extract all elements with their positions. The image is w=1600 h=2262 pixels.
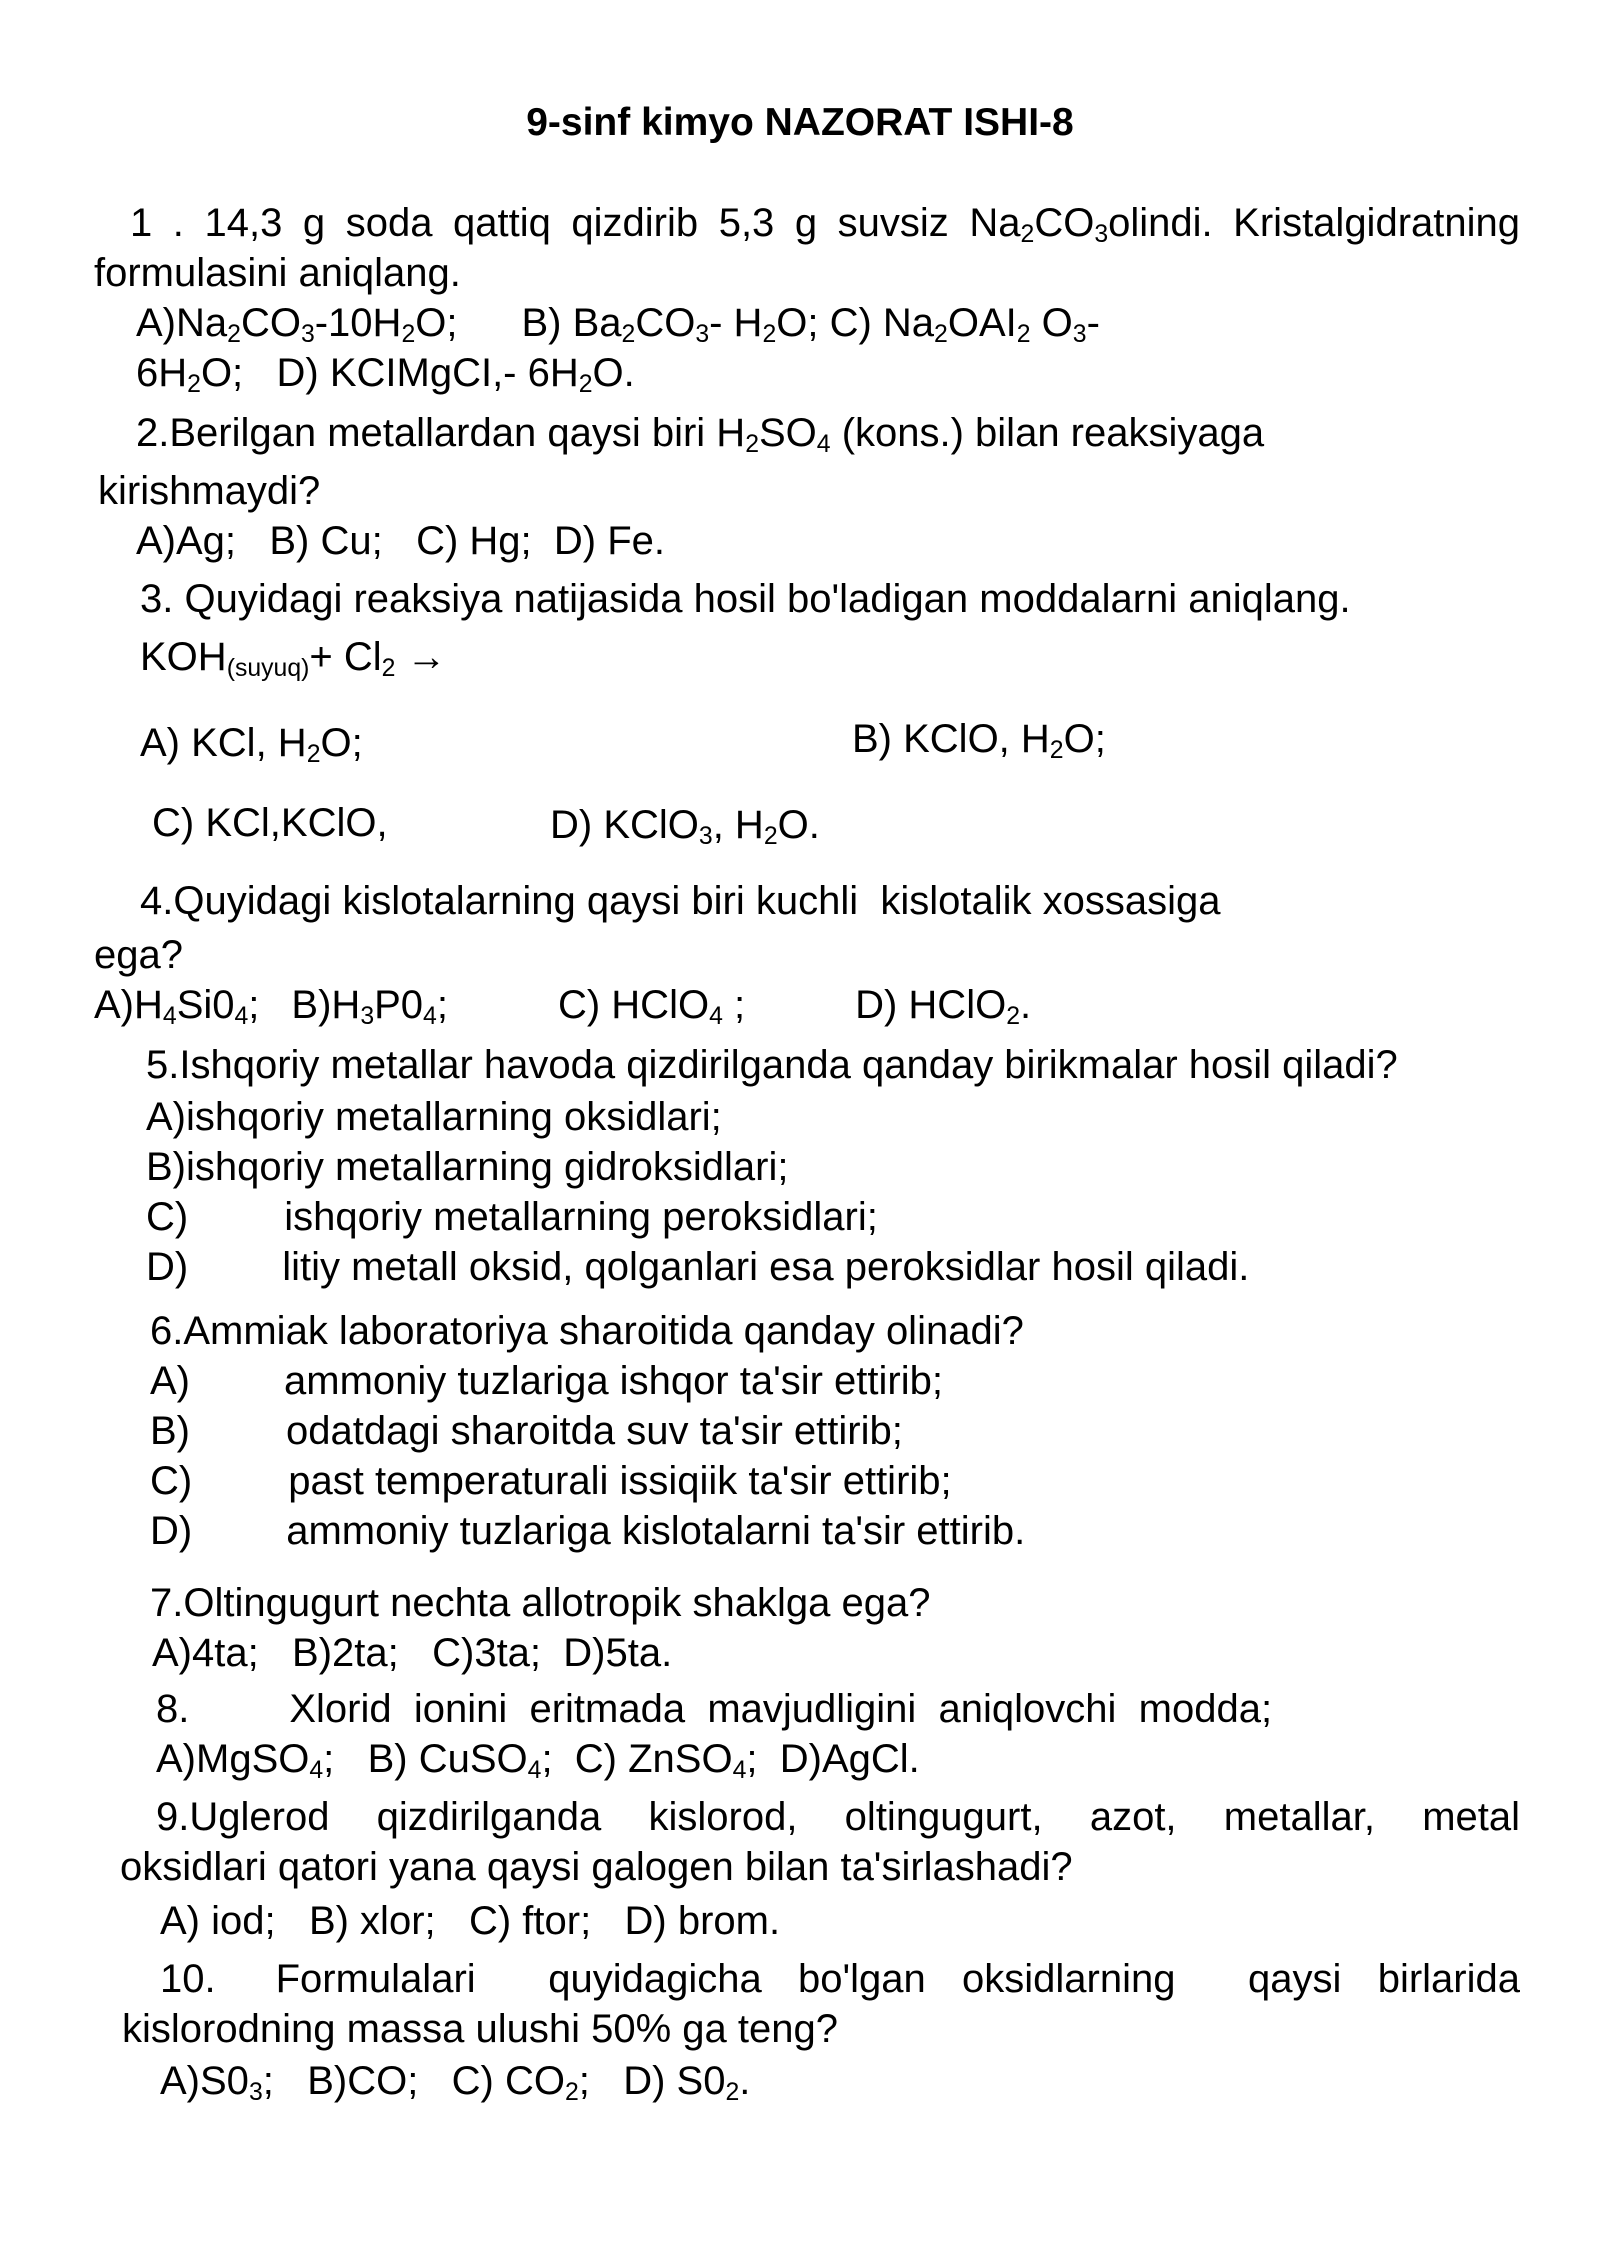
question-8-options: A)MgSO$_4$; B) CuSO$_4$; C) ZnSO$_4$; D)AgCl. — [156, 1737, 920, 1785]
question-2-options: A)Ag; B) Cu; C) Hg; D) Fe. — [136, 519, 665, 563]
question-5-text: 5.Ishqoriy metallar havoda qizdirilganda qanday birikmalar hosil qiladi? — [146, 1043, 1398, 1087]
question-2-text-cont: kirishmaydi? — [98, 469, 321, 513]
question-3-option-a: A) KCl, $H_2O$; — [140, 721, 363, 769]
question-5-option-c: C) ishqoriy metallarning peroksidlari; — [146, 1195, 878, 1239]
question-6-option-c: C) past temperaturali issiqiik ta'sir ettirib; — [150, 1459, 952, 1503]
question-7-options: A)4ta; B)2ta; C)3ta; D)5ta. — [152, 1631, 673, 1675]
question-2-text: 2.Berilgan metallardan qaysi biri $H_2SO_4$ (kons.) bilan reaksiyaga — [136, 411, 1265, 459]
question-1-options: $A)Na_2CO_3-10H_2O$; B) $Ba_2CO_3-$ $H_2O$; C) $Na_2OAI_2$ $O_3-$ — [136, 301, 1100, 349]
question-1-text: 1 . 14,3 g soda qattiq qizdirib 5,3 g suvsiz $Na_2CO_3olindi$. Kristalgidratning — [130, 201, 1520, 249]
question-3-reaction: $KOH_{(suyuq)}+ Cl_2$ → — [140, 635, 447, 683]
question-10-text: 10. Formulalari quyidagicha bo'lgan oksidlarning qaysi birlarida — [160, 1957, 1520, 2001]
question-9-options: A) iod; B) xlor; C) ftor; D) brom. — [160, 1899, 781, 1943]
question-10-options: $A)S0_3$; B)CO; C) $CO_2$; D) $S0_2$. — [160, 2059, 751, 2107]
question-5-option-b: B)ishqoriy metallarning gidroksidlari; — [146, 1145, 789, 1189]
question-4-text: 4.Quyidagi kislotalarning qaysi biri kuchli kislotalik xossasiga — [140, 879, 1221, 923]
question-6-text: 6.Ammiak laboratoriya sharoitida qanday olinadi? — [150, 1309, 1024, 1353]
question-10-text-cont: kislorodning massa ulushi 50% ga teng? — [122, 2007, 838, 2051]
question-8-text: 8. Xlorid ionini eritmada mavjudligini aniqlovchi modda; — [156, 1687, 1273, 1731]
question-9-text-cont: oksidlari qatori yana qaysi galogen bilan ta'sirlashadi? — [120, 1845, 1073, 1889]
question-1-text-cont: formulasini aniqlang. — [94, 251, 461, 295]
question-6-option-d: D) ammoniy tuzlariga kislotalarni ta'sir ettirib. — [150, 1509, 1026, 1553]
question-9-text: 9.Uglerod qizdirilganda kislorod, oltingugurt, azot, metallar, metal — [156, 1795, 1520, 1839]
question-7-text: 7.Oltingugurt nechta allotropik shaklga ega? — [150, 1581, 931, 1625]
question-3-text: 3. Quyidagi reaksiya natijasida hosil bo'ladigan moddalarni aniqlang. — [140, 577, 1351, 621]
question-3-option-c: C) KCl,KClO, — [152, 801, 388, 845]
question-4-options: $A)H_4Si0_4$; $B)H_3P0_4$; C) HClO$_4$ ; D) HClO$_2$. — [94, 983, 1032, 1031]
question-5-option-a: A)ishqoriy metallarning oksidlari; — [146, 1095, 722, 1139]
question-4-text-cont: ega? — [94, 933, 183, 977]
question-1-options-cont: $6H_2O$; D) KCIMgCI,- $6H_2O$. — [136, 351, 635, 399]
question-3-option-b: B) KClO, $H_2O$; — [852, 717, 1106, 765]
question-6-option-a: A) ammoniy tuzlariga ishqor ta'sir ettirib; — [150, 1359, 943, 1403]
question-6-option-b: B) odatdagi sharoitda suv ta'sir ettirib; — [150, 1409, 903, 1453]
page-title: 9-sinf kimyo NAZORAT ISHI-8 — [526, 101, 1074, 144]
question-5-option-d: D) litiy metall oksid, qolganlari esa peroksidlar hosil qiladi. — [146, 1245, 1250, 1289]
question-3-option-d: D) KClO$_3$, $H_2O$. — [550, 803, 820, 851]
